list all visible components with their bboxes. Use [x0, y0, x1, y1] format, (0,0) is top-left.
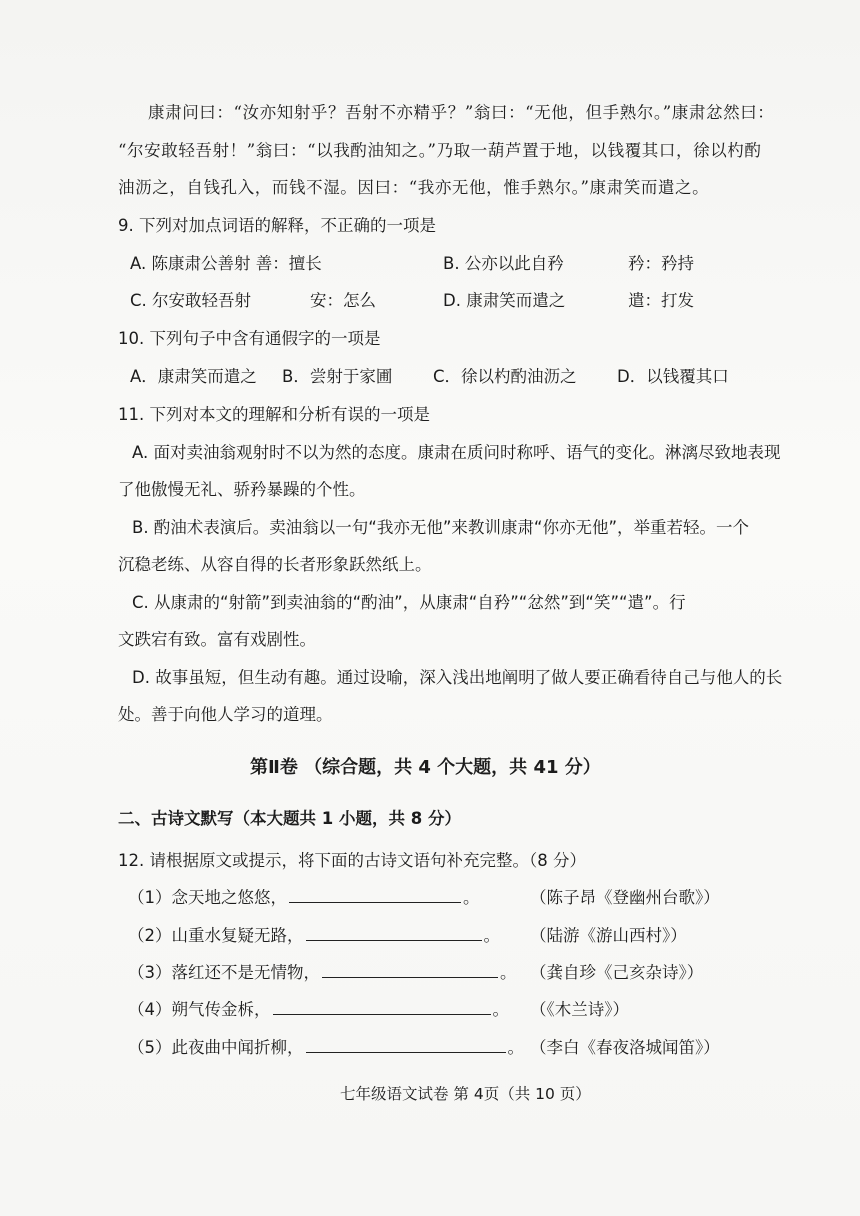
q12-item-1-number: （1） [128, 888, 172, 907]
section-2-title: 二、古诗文默写（本大题共 1 小题，共 8 分） [118, 809, 461, 828]
q12-item-2-number: （2） [128, 926, 172, 945]
q12-item-1-text: 念天地之悠悠， [171, 888, 287, 907]
q12-item-1-blank[interactable] [289, 888, 461, 903]
q11-option-a-line1: A. 面对卖油翁观射时不以为然的态度。康肃在质问时称呼、语气的变化。淋漓尽致地表现 [132, 443, 781, 462]
q12-item-5 [128, 1037, 524, 1059]
q10-option-c: C．徐以杓酌油沥之 [433, 367, 577, 386]
q9-option-c: C. 尔安敢轻吾射 [130, 291, 252, 310]
q11-option-d-line1: D. 故事虽短，但生动有趣。通过设喻，深入浅出地阐明了做人要正确看待自己与他人的长 [132, 668, 783, 687]
passage-line-3: 油沥之，自钱孔入，而钱不湿。因曰：“我亦无他，惟手熟尔。”康肃笑而遣之。 [118, 178, 710, 197]
q12-item-4-end: 。 [492, 1000, 509, 1019]
q11-option-b-line1: B. 酌油术表演后。卖油翁以一句“我亦无他”来教训康肃“你亦无他”，举重若轻。一个 [132, 518, 750, 537]
q12-item-2-end: 。 [483, 926, 500, 945]
q9-option-b-gloss: 矜：矜持 [628, 254, 694, 273]
q12-item-5-source: （李白《春夜洛城闻笛》） [530, 1038, 720, 1057]
q12-item-3-text: 落红还不是无情物， [171, 963, 320, 982]
passage-line-2: “尔安敢轻吾射！”翁曰：“以我酌油知之。”乃取一葫芦置于地，以钱覆其口，徐以杓酌 [118, 141, 762, 160]
part-2-title: 第Ⅱ卷 （综合题，共 4 个大题，共 41 分） [250, 757, 601, 778]
q12-item-4-source: （《木兰诗》） [530, 1000, 629, 1019]
q11-option-c-line1: C. 从康肃的“射箭”到卖油翁的“酌油”，从康肃“自矜”“忿然”到“笑”“遣”。行 [132, 593, 686, 612]
q12-item-2 [128, 925, 500, 947]
q12-item-5-end: 。 [507, 1038, 524, 1057]
q12-item-5-blank[interactable] [306, 1038, 506, 1053]
q12-item-2-source: （陆游《游山西村》） [530, 926, 687, 945]
q11-option-a-line2: 了他傲慢无礼、骄矜暴躁的个性。 [118, 480, 366, 499]
q9-option-c-gloss: 安：怎么 [310, 291, 376, 310]
q9-option-b: B. 公亦以此自矜 [443, 254, 564, 273]
passage-line-1: 康肃问曰：“汝亦知射乎？吾射不亦精乎？”翁曰：“无他，但手熟尔。”康肃忿然曰： [148, 103, 775, 122]
q11-option-b-line2: 沉稳老练、从容自得的长者形象跃然纸上。 [118, 555, 432, 574]
q11-option-d-line2: 处。善于向他人学习的道理。 [118, 705, 333, 724]
q12-item-3-source: （龚自珍《己亥杂诗》） [530, 963, 704, 982]
q12-item-1-end: 。 [463, 888, 480, 907]
q12-item-3-end: 。 [500, 963, 517, 982]
q12-item-5-text: 此夜曲中闻折柳， [171, 1038, 304, 1057]
q12-item-3-number: （3） [128, 963, 172, 982]
q10-option-b: B．尝射于家圃 [282, 367, 393, 386]
q12-item-3 [128, 962, 517, 984]
q12-item-1 [128, 887, 480, 909]
q12-item-1-source: （陈子昂《登幽州台歌》） [530, 888, 720, 907]
q12-item-4-text: 朔气传金柝， [171, 1000, 271, 1019]
q12-item-4-blank[interactable] [273, 1000, 491, 1015]
q11-option-c-line2: 文跌宕有致。富有戏剧性。 [118, 630, 316, 649]
q10-option-a: A．康肃笑而遣之 [130, 367, 257, 386]
q9-option-d-gloss: 遣：打发 [628, 291, 694, 310]
q12-item-2-blank[interactable] [306, 926, 482, 941]
page-footer: 七年级语文试卷 第 4页（共 10 页） [340, 1085, 591, 1103]
question-12-stem: 12. 请根据原文或提示，将下面的古诗文语句补充完整。（8 分） [118, 851, 586, 870]
question-10-stem: 10. 下列句子中含有通假字的一项是 [118, 329, 381, 348]
q12-item-3-blank[interactable] [322, 963, 498, 978]
q12-item-4 [128, 999, 509, 1021]
q9-option-a: A. 陈康肃公善射 善：擅长 [130, 254, 322, 273]
question-9-stem: 9. 下列对加点词语的解释，不正确的一项是 [118, 216, 436, 235]
q10-option-d: D．以钱覆其口 [617, 367, 729, 386]
q12-item-2-text: 山重水复疑无路， [171, 926, 304, 945]
q9-option-d: D. 康肃笑而遣之 [443, 291, 566, 310]
q12-item-5-number: （5） [128, 1038, 172, 1057]
q12-item-4-number: （4） [128, 1000, 172, 1019]
question-11-stem: 11. 下列对本文的理解和分析有误的一项是 [118, 405, 430, 424]
